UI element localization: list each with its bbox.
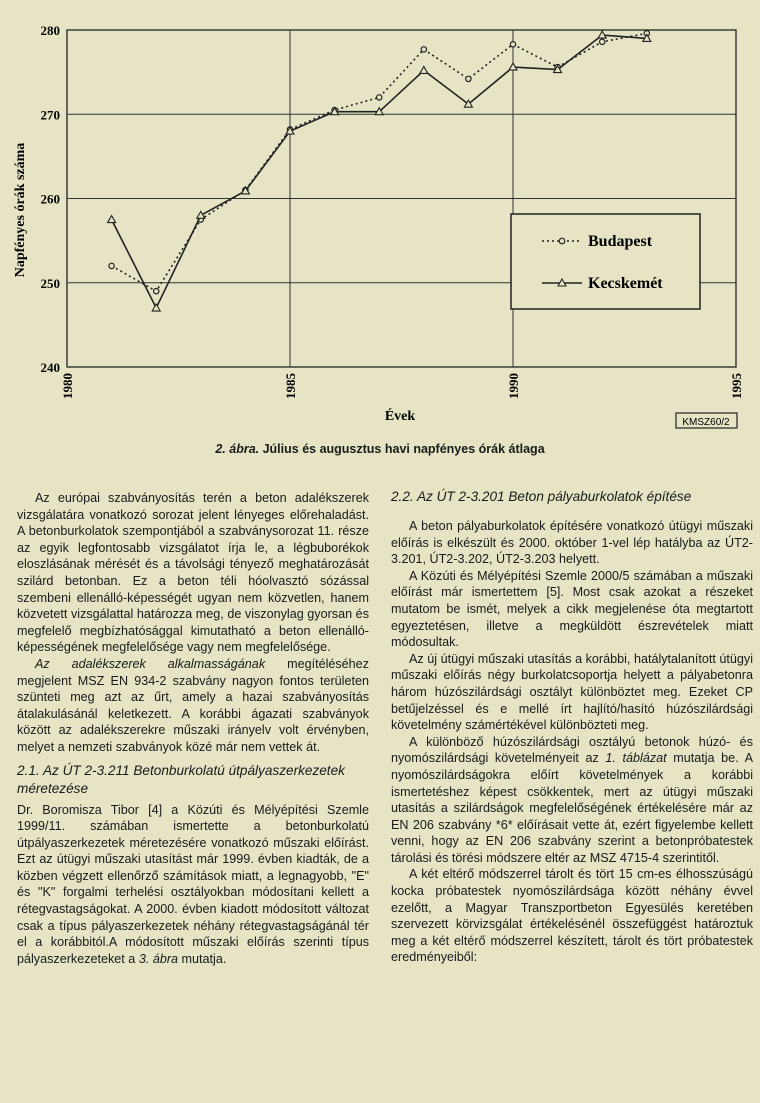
left-paragraph-1: Az európai szabványosítás terén a beton adalékszerek vizsgálatára vonatkozó sorozat jelent lényeges előrehaladást. A betonburkolatok szempontjából a szabványsorozat 11. része az egyik legfontosabb vizsgálatot írja le, a légbuborékok eloszlásának mérését és a távolsági tényező meghatározását szilárd betonban. Ez a beton téli hóolvasztó sózással szembeni ellenálló-képességét ugyan nem közvetlen, hanem közvetett vizsgálattal határozza meg, de viszonylag gyorsan és megfelelő megbízhatósággal kimutatható a beton ellenálló-képességének megfelelősége vagy nem megfelelősége. [17,491,369,655]
emphasis-text: Az adalékszerek alkalmasságának [35,656,266,671]
left-paragraph-2 [17,656,369,756]
figure-code: KMSZ60/2 [682,417,730,428]
data-point [510,42,515,47]
grid [67,30,736,367]
right-paragraph-1: A beton pályaburkolatok építésére vonatkozó útügyi műszaki előírás is elkészült és 2000. október 1-vel lép hatályba az ÚT2-3.201, ÚT2-3.202, ÚT2-3.203 helyett. [391,519,753,567]
x-tick-label: 1985 [283,373,298,399]
data-point [420,66,428,73]
legend-budapest-label: Budapest [588,233,653,250]
right-paragraph-3: Az új útügyi műszaki utasítás a korábbi, hatálytalanított útügyi műszaki előírás négy burkolatcsoportja helyett a pályabetonra három húzószilárdsági osztályt különböztet meg. Ezeket CP betűjelzéssel és e mellé írt hajlító/hasító húzószilárdsági követelmény számértékével különbözteti meg. [391,651,753,733]
section-heading-2-1: 2.1. Az ÚT 2-3.211 Betonburkolatú útpályaszerkezetek méretezése [17,762,345,796]
table-reference: 1. táblázat [605,751,667,766]
right-paragraph-5: A két eltérő módszerrel tárolt és tört 15 cm-es élhosszúságú kocka próbatestek nyomószilárdsága között néhány évvel ezelőtt, a Magyar Transzportbeton Egyesülés keretében szervezett körvizsgálat értékelésénél összefüggést határoztuk meg a két eltérő módszerrel készített, tárolt és tört próbatestek eredményeiből: [391,867,753,965]
y-tick-label: 270 [40,107,60,123]
left-paragraph-2-text: megítéléséhez megjelent MSZ EN 934-2 szabvány nagyon fontos területen szünteti meg azt az űrt, amely a hazai szabványosítás átalakulásánál keletkezett. A korábbi ágazati szabványok között az adalékszerekre műszaki irányelv volt érvényben, melyet a nemzeti szabványok közé már nem vettek át. [17,656,369,754]
right-column [391,488,753,966]
right-paragraph-2: A Közúti és Mélyépítési Szemle 2000/5 számában a műszaki előírást már ismertettem [5]. Most csak azokat a részeket mutatom be ismét, melyek a cikk megjelenése óta megtartott egyeztetésen, illetve a megküldött észrevételek miatt módosultak. [391,568,753,650]
y-axis-label: Napfényes órák száma [13,142,28,278]
legend [511,214,700,309]
figure-reference: 3. ábra [138,951,179,966]
right-paragraph-4b: mutatja be. A nyomószilárdságokra előírt követelmények a korábbi ismertetéshez képest csökkentek, mert az útügyi műszaki utasítás a szilárdságok megfelelőségének értékelésére már az EN 206 szabvány *6* előírásait vette át, ezért figyelembe kellett venni, hogy az EN 206 szabvány szerint a betonpróbatestek tárolási és törési módszere eltér az MSZ 4715-4 szerintitől. [391,751,753,865]
data-point [377,95,382,100]
x-axis-label: Évek [384,409,416,424]
tick-labels [41,23,745,399]
left-paragraph-3b: mutatja. [178,951,227,966]
data-point [600,39,605,44]
data-point [108,216,116,223]
legend-budapest-marker [559,238,565,244]
x-tick-label: 1990 [506,373,521,399]
data-point [466,76,471,81]
y-tick-label: 250 [40,275,60,291]
right-paragraph-4a: A különböző húzószilárdsági osztályú betonok húzó- és nyomószilárdsági követelményeit az [391,734,753,766]
data-point [152,304,160,311]
y-tick-label: 240 [40,360,60,375]
left-paragraph-3a: Dr. Boromisza Tibor [4] a Közúti és Mélyépítési Szemle 1999/11. számában ismertette a betonburkolatú útpályaszerkezetek méretezésére vonatkozó műszaki előírást. Ezt az útügyi műszaki utasítást már 1999. évben kiadták, de a közben végzett ellenőrző számítások miatt, a legnagyobb, "E" és "K" forgalmi terhelési osztályokban módosítani kellett a rétegvastagságokat. A 2000. évben kiadott módosított változat csak a típus pályaszerkezetek néhány rétegvastagságánál tér el a korábbitól.A módosított műszaki előírás szerinti típus pályaszerkezeteket a [17,802,369,966]
data-point [197,211,205,218]
data-point [421,47,426,52]
sunshine-chart [0,0,760,440]
left-paragraph-3 [17,802,369,968]
x-tick-label: 1980 [60,373,75,399]
section-heading-2-2: 2.2. Az ÚT 2-3.201 Beton pályaburkolatok építése [391,489,692,504]
x-tick-label: 1995 [729,373,744,399]
figure-caption [0,442,760,456]
data-point [154,288,159,293]
legend-kecskemet-label: Kecskemét [588,275,663,292]
caption-prefix: 2. ábra. [215,442,260,456]
data-point [109,263,114,268]
right-paragraph-4 [391,734,753,867]
caption-text: Július és augusztus havi napfényes órák átlaga [259,442,545,456]
y-tick-label: 280 [40,23,60,38]
y-tick-label: 260 [40,191,60,207]
legend-box [511,214,700,309]
left-column [17,490,369,967]
